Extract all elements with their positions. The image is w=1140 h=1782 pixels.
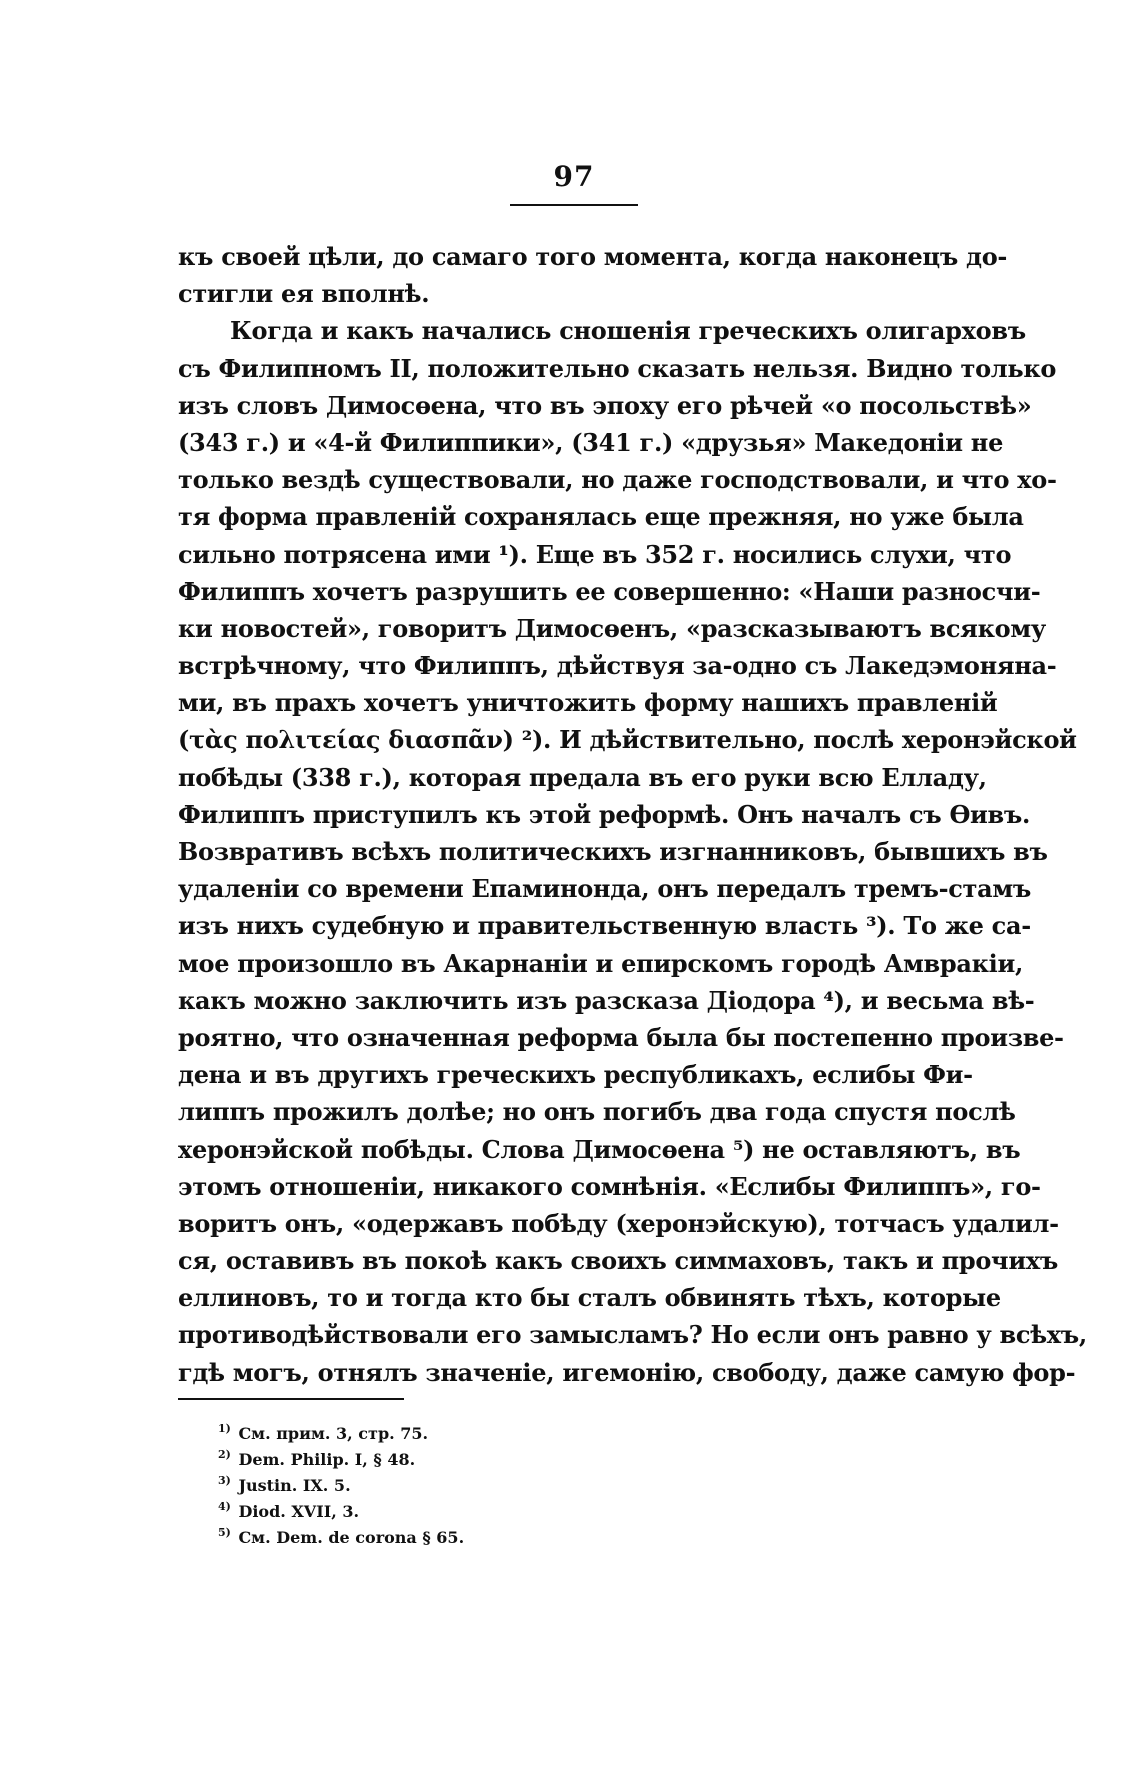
footnote-text: Justin. IX. 5.	[238, 1476, 351, 1495]
footnote	[218, 1473, 718, 1499]
text-line: ми, въ прахъ хочетъ уничтожить форму нашихъ правленій	[178, 688, 998, 718]
text-line: встрѣчному, что Филиппъ, дѣйствуя за-одно съ Лакедэмонянa-	[178, 651, 1057, 681]
text-line: тя форма правленій сохранялась еще прежняя, но уже была	[178, 502, 1024, 532]
text-line: воритъ онъ, «одержавъ побѣду (херонэйскую), тотчасъ удалил-	[178, 1208, 1059, 1238]
footnote	[218, 1421, 718, 1447]
footnotes	[218, 1421, 718, 1551]
header-rule	[510, 204, 638, 206]
footnote	[218, 1525, 718, 1551]
text-line: удаленіи со времени Епаминонда, онъ передалъ тремъ-стамъ	[178, 874, 1032, 904]
text-line: съ Филипномъ II, положительно сказать нельзя. Видно только	[178, 353, 1057, 383]
text-line: Филиппъ приступилъ къ этой реформѣ. Онъ началъ съ Өивъ.	[178, 799, 1031, 829]
text-line: изъ словъ Димосөена, что въ эпоху его рѣчей «о посольствѣ»	[178, 390, 1032, 420]
text-line: роятно, что означенная реформа была бы постепенно произве-	[178, 1022, 1064, 1052]
footnote-text: Dem. Philip. I, § 48.	[238, 1450, 416, 1469]
footnote-mark: 3)	[218, 1474, 231, 1487]
text-line: Филиппъ хочетъ разрушить ее совершенно: «Наши разносчи-	[178, 576, 1041, 606]
text-line: къ своей цѣли, до самаго того момента, когда наконецъ до-	[178, 242, 1008, 271]
text-line: херонэйской побѣды. Слова Димосөена ⁵) не оставляютъ, въ	[178, 1134, 1021, 1164]
text-line: противодѣйствовали его замысламъ? Но если онъ равно у всѣхъ,	[178, 1320, 1087, 1350]
text-line: изъ нихъ судебную и правительственную власть ³). То же са-	[178, 911, 1031, 941]
page-number: 97	[553, 160, 595, 193]
text-line: гдѣ могъ, отнялъ значеніе, игемонію, свободу, даже самую фор-	[178, 1357, 1076, 1387]
footnote-mark: 1)	[218, 1422, 231, 1435]
main-text	[178, 238, 1087, 1391]
footnote-text: См. Dem. de corona § 65.	[238, 1528, 465, 1547]
footnote	[218, 1499, 718, 1525]
text-line: Когда и какъ начались сношенія греческихъ олигарховъ	[230, 316, 1026, 346]
text-line: липпъ прожилъ долѣе; но онъ погибъ два года спустя послѣ	[178, 1097, 1016, 1127]
text-line: побѣды (338 г.), которая предала въ его руки всю Елладу,	[178, 762, 987, 792]
text-line: сильно потрясена ими ¹). Еще въ 352 г. носились слухи, что	[178, 539, 1012, 569]
text-line: Возвративъ всѣхъ политическихъ изгнанниковъ, бывшихъ въ	[178, 837, 1048, 866]
text-line: еллиновъ, то и тогда кто бы сталъ обвинять тѣхъ, которые	[178, 1283, 1001, 1313]
footnote-text: Diod. XVII, 3.	[238, 1502, 360, 1521]
text-line: (τὰς πολιτείας διασπᾶν) ²). И дѣйствительно, послѣ херонэйской	[178, 725, 1077, 755]
text-line: дена и въ другихъ греческихъ республикахъ, еслибы Фи-	[178, 1060, 973, 1090]
footnote-mark: 4)	[218, 1500, 231, 1513]
footnote-mark: 2)	[218, 1448, 231, 1461]
footnote	[218, 1447, 718, 1473]
text-line: какъ можно заключить изъ разсказа Діодора ⁴), и весьма вѣ-	[178, 985, 1035, 1015]
text-line: мое произошло въ Акарнаніи и епирскомъ городѣ Амвракіи,	[178, 948, 1024, 978]
footnote-rule	[178, 1398, 404, 1400]
footnote-mark: 5)	[218, 1526, 231, 1539]
text-line: только вездѣ существовали, но даже господствовали, и что хо-	[178, 465, 1057, 495]
text-line: этомъ отношеніи, никакого сомнѣнія. «Еслибы Филиппъ», го-	[178, 1171, 1041, 1201]
text-line: стигли ея вполнѣ.	[178, 279, 430, 309]
text-line: ки новостей», говоритъ Димосөенъ, «разсказываютъ всякому	[178, 613, 1046, 643]
footnote-text: См. прим. 3, стр. 75.	[238, 1424, 429, 1443]
text-line: ся, оставивъ въ покоѣ какъ своихъ симмаховъ, такъ и прочихъ	[178, 1246, 1058, 1276]
text-line: (343 г.) и «4-й Филиппики», (341 г.) «друзья» Македоніи не	[178, 427, 1004, 457]
